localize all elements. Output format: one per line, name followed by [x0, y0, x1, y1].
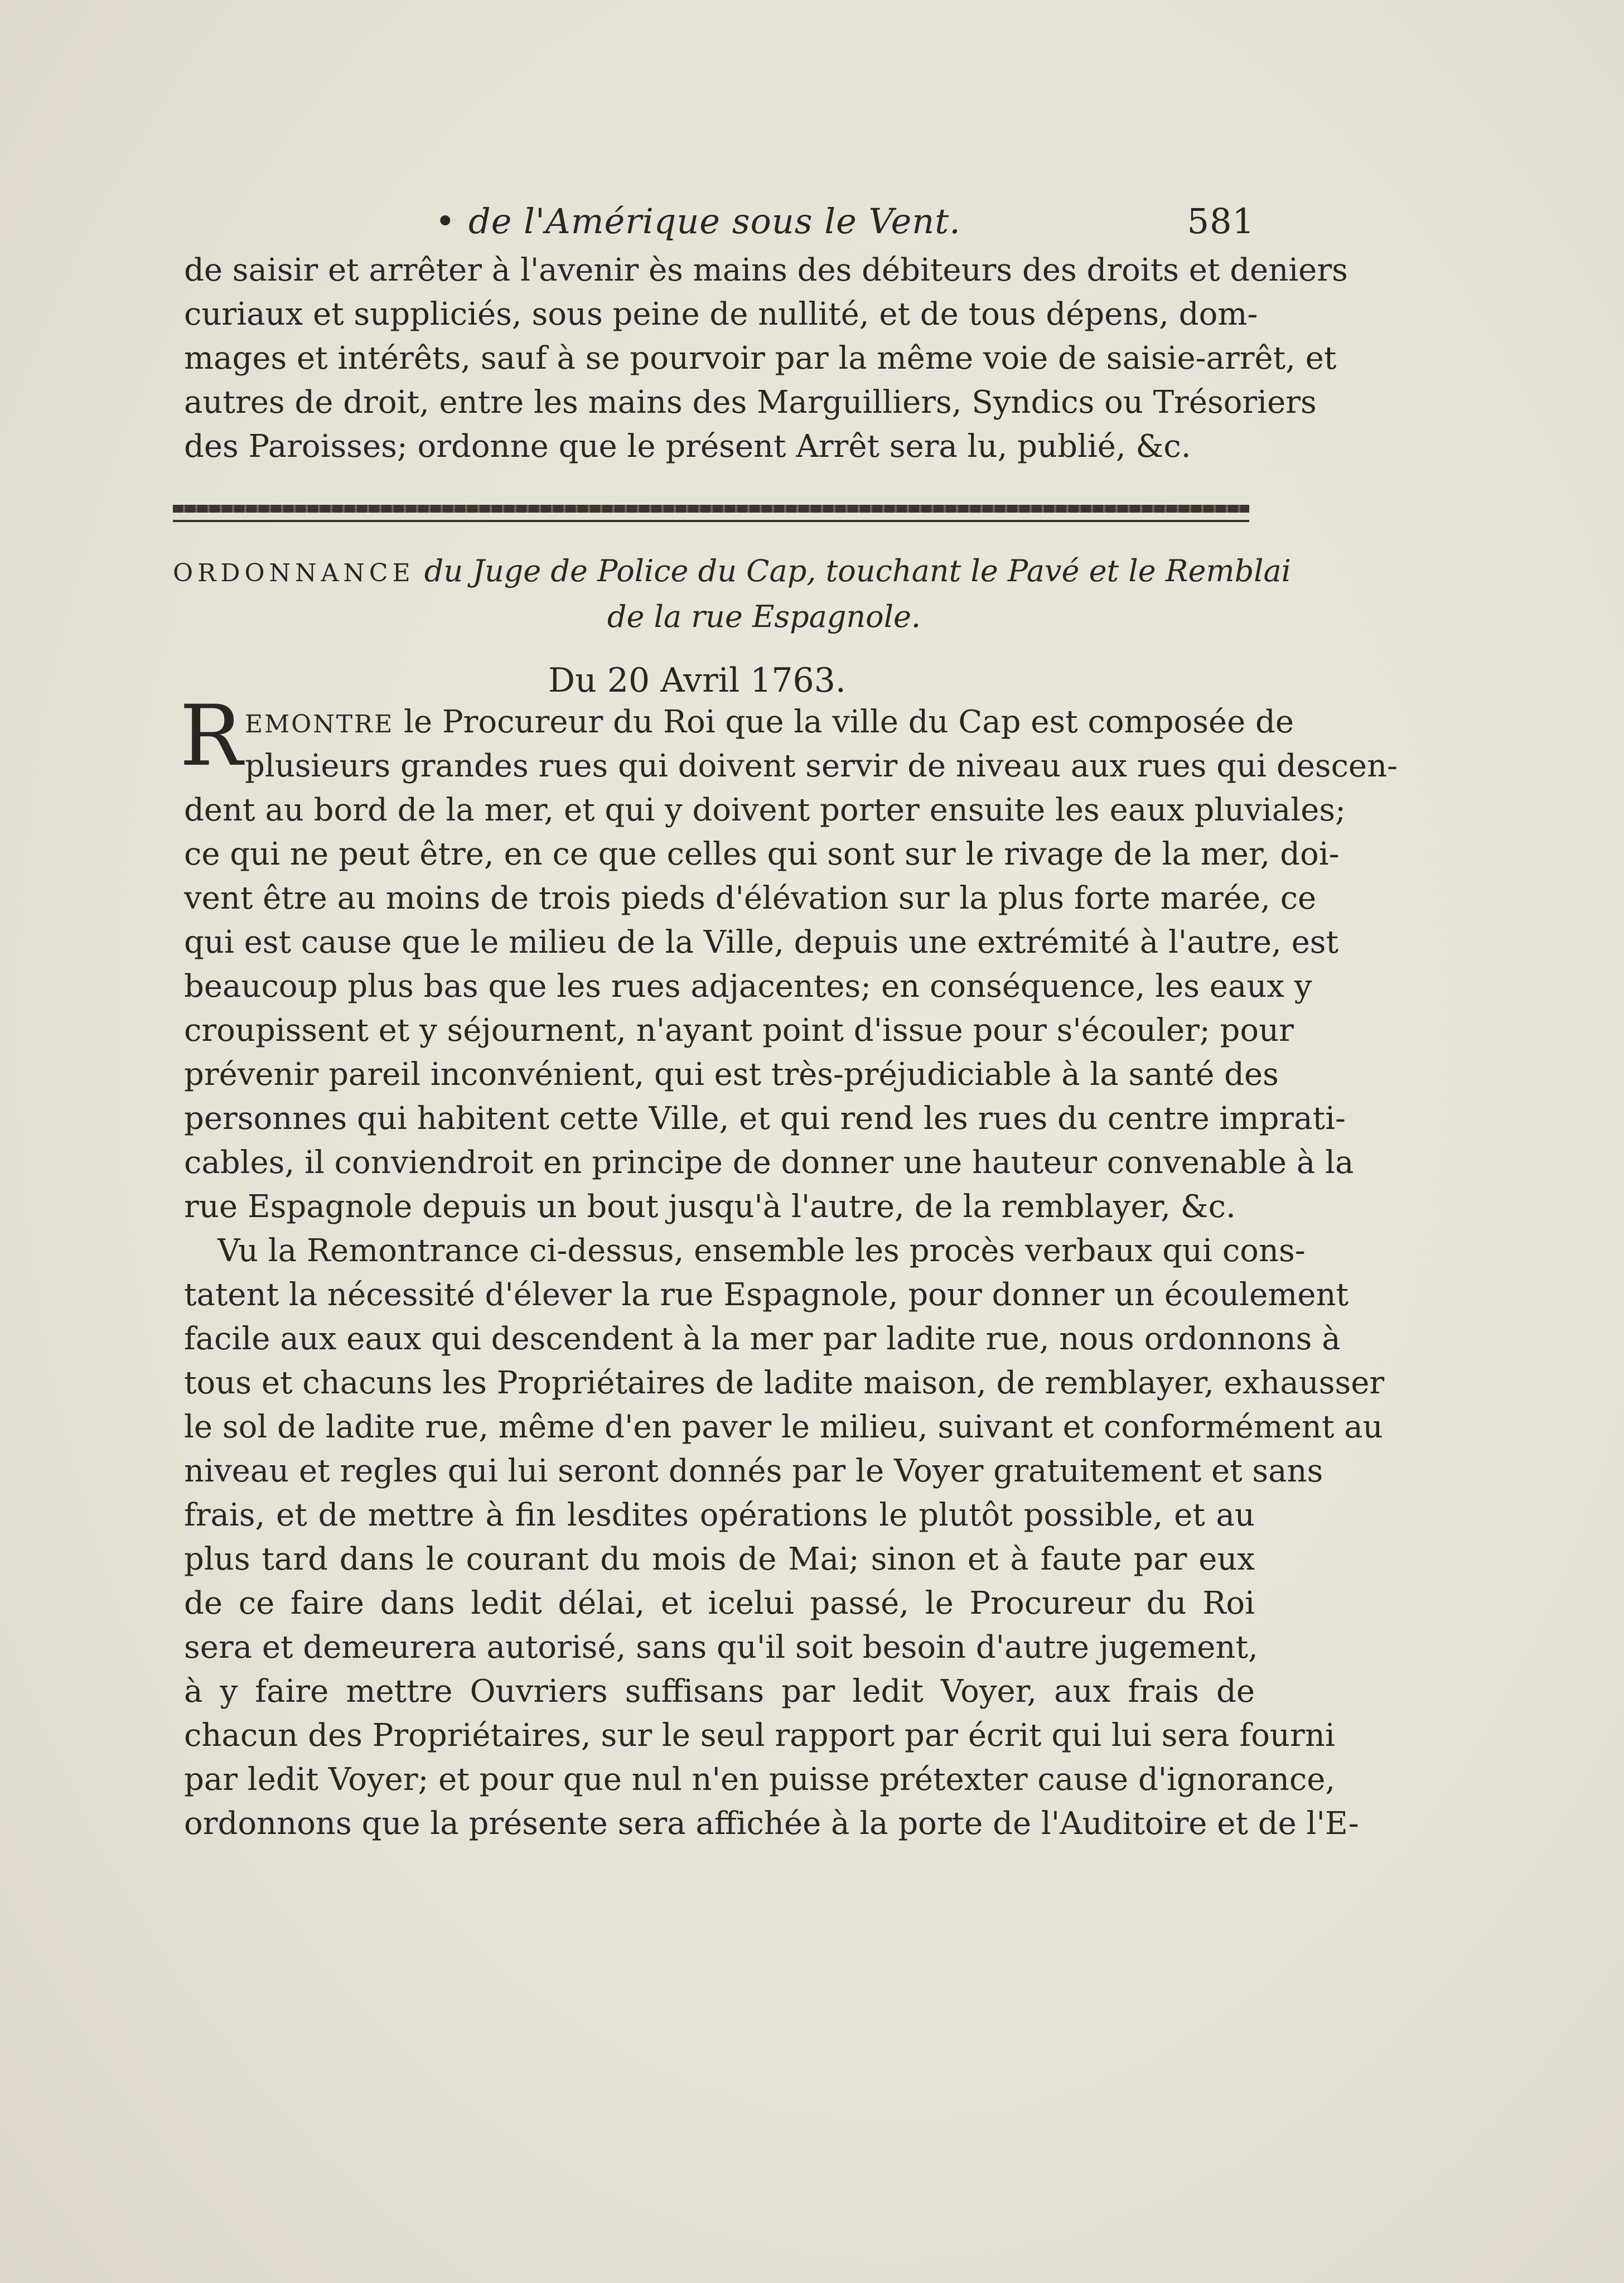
- text-line: plus tard dans le courant du mois de Mai; sinon et à faute par eux: [184, 1541, 1255, 1577]
- text-line: mages et intérêts, sauf à se pourvoir par la même voie de saisie-arrêt, et: [184, 340, 1337, 377]
- text-line: plusieurs grandes rues qui doivent servir de niveau aux rues qui descen-: [244, 748, 1398, 784]
- text-line: rue Espagnole depuis un bout jusqu'à l'autre, de la remblayer, &c.: [184, 1189, 1236, 1225]
- text-line: ce qui ne peut être, en ce que celles qui sont sur le rivage de la mer, doi-: [184, 836, 1340, 872]
- text-line: facile aux eaux qui descendent à la mer par ladite rue, nous ordonnons à: [184, 1321, 1341, 1357]
- text-line: qui est cause que le milieu de la Ville, depuis une extrémité à l'autre, est: [184, 924, 1339, 960]
- text-line: le sol de ladite rue, même d'en paver le milieu, suivant et conformément au: [184, 1409, 1383, 1445]
- heading-line-2: de la rue Espagnole.: [607, 599, 921, 634]
- text-line: personnes qui habitent cette Ville, et qui rend les rues du centre imprati-: [184, 1101, 1346, 1137]
- text-line: ordonnons que la présente sera affichée à la porte de l'Auditoire et de l'E-: [184, 1806, 1359, 1842]
- text-line: dent au bord de la mer, et qui y doivent porter ensuite les eaux pluviales;: [184, 792, 1346, 828]
- drop-cap: R: [180, 688, 243, 785]
- text-line: tatent la nécessité d'élever la rue Espagnole, pour donner un écoulement: [184, 1277, 1349, 1313]
- ornamental-rule: [173, 505, 1249, 513]
- running-head-title: de l'Amérique sous le Vent.: [468, 201, 961, 242]
- text-line: de ce faire dans ledit délai, et icelui passé, le Procureur du Roi: [184, 1585, 1255, 1621]
- first-line: [184, 700, 1294, 744]
- heading-caps: ORDONNANCE: [173, 559, 415, 587]
- text-line: tous et chacuns les Propriétaires de ladite maison, de remblayer, exhausser: [184, 1365, 1385, 1401]
- running-head-bullet: •: [435, 201, 456, 242]
- text-line: vent être au moins de trois pieds d'élévation sur la plus forte marée, ce: [184, 880, 1317, 916]
- heading-line-1-text: du Juge de Police du Cap, touchant le Pavé et le Remblai: [424, 553, 1291, 588]
- text-line: à y faire mettre Ouvriers suffisans par ledit Voyer, aux frais de: [184, 1673, 1255, 1710]
- top-paragraph: [184, 248, 1348, 469]
- ordinance-heading: [173, 549, 1291, 639]
- text-line: sera et demeurera autorisé, sans qu'il soit besoin d'autre jugement,: [184, 1629, 1258, 1666]
- first-line-rest: le Procureur du Roi que la ville du Cap est composée de: [404, 704, 1294, 740]
- ordinance-date: Du 20 Avril 1763.: [548, 661, 846, 700]
- rule-line: [173, 520, 1249, 522]
- text-line: croupissent et y séjournent, n'ayant point d'issue pour s'écouler; pour: [184, 1012, 1294, 1049]
- text-line: prévenir pareil inconvénient, qui est très-préjudiciable à la santé des: [184, 1056, 1279, 1093]
- text-line: curiaux et suppliciés, sous peine de nullité, et de tous dépens, dom-: [184, 296, 1258, 332]
- first-word-smallcaps: EMONTRE: [244, 710, 394, 739]
- text-line: chacun des Propriétaires, sur le seul rapport par écrit qui lui sera fourni: [184, 1717, 1335, 1754]
- text-line: beaucoup plus bas que les rues adjacentes; en conséquence, les eaux y: [184, 968, 1312, 1005]
- ordinance-body: [180, 688, 1398, 1846]
- text-line: autres de droit, entre les mains des Marguilliers, Syndics ou Trésoriers: [184, 384, 1317, 421]
- text-line: de saisir et arrêter à l'avenir ès mains des débiteurs des droits et deniers: [184, 252, 1348, 288]
- text-line: par ledit Voyer; et pour que nul n'en puisse prétexter cause d'ignorance,: [184, 1761, 1336, 1798]
- text-line: Vu la Remontrance ci-dessus, ensemble les procès verbaux qui cons-: [218, 1233, 1306, 1269]
- page-number: 581: [1187, 201, 1255, 242]
- text-line: frais, et de mettre à fin lesdites opérations le plutôt possible, et au: [184, 1497, 1255, 1533]
- text-line: des Paroisses; ordonne que le présent Arrêt sera lu, publié, &c.: [184, 428, 1191, 465]
- heading-line-1: [173, 549, 1291, 595]
- text-line: cables, il conviendroit en principe de donner une hauteur convenable à la: [184, 1145, 1354, 1181]
- text-line: niveau et regles qui lui seront donnés par le Voyer gratuitement et sans: [184, 1453, 1323, 1489]
